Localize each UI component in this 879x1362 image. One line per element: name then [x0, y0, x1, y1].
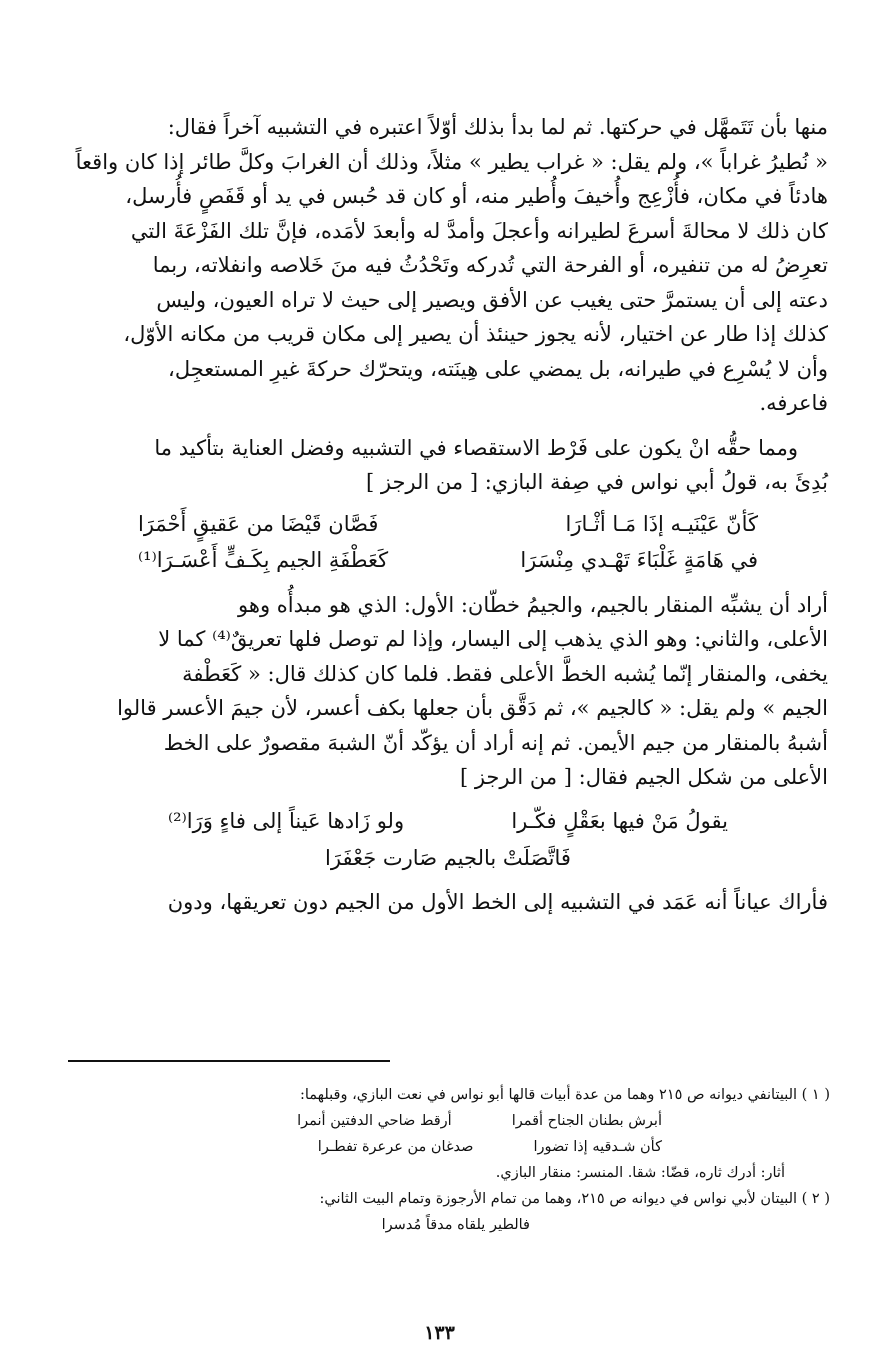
poem-1	[68, 506, 828, 578]
text-line: ومما حقُّه انْ يكون على فَرْط الاستقصاء في التشبيه وفضل العناية بتأكيد ما	[154, 435, 798, 460]
hemistich-first: يقولُ مَنْ فيها بعَقْلٍ فكّـرا	[511, 808, 728, 833]
paragraph-1	[68, 110, 828, 421]
hemistich-second: أرقط ضاحي الدفتين أنمرا	[297, 1113, 452, 1129]
hemistich-second: صدغان من عرعرة تفطـرا	[317, 1139, 474, 1155]
footnote-separator	[68, 1060, 390, 1062]
main-text	[68, 110, 828, 919]
text-line: وأن لا يُسْرِع في طيرانه، بل يمضي على هِينَته، ويتحرّك حركةَ غيرِ المستعجِل،	[168, 356, 828, 381]
hemistich-first: كَأنّ عَيْنَيـه إذَا مَـا أثْـارَا	[565, 511, 758, 536]
footnotes	[68, 1082, 830, 1238]
text-line: فاعرفه.	[759, 391, 828, 415]
text-line: الجيم » ولم يقل: « كالجيم »، ثم دَقَّق بأن جعلها بكف أعسر، لأن جيمَ الأعسر قالوا	[117, 696, 828, 720]
hemistich-first: أبرش بطنان الجناح أقمرا	[511, 1113, 662, 1129]
text-line: فأراك عياناً أنه عَمَد في التشبيه إلى الخط الأول من الجيم دون تعريقها، ودون	[167, 889, 828, 914]
text-line: منها بأن تَتَمهَّل في حركتها. ثم لما بدأ بذلك أوّلاً اعتبره في التشبيه آخراً فقال:	[167, 115, 828, 139]
verse-line	[68, 803, 828, 839]
page-number: ١٣٣	[424, 1322, 455, 1344]
verse-line	[68, 506, 828, 542]
text-line: « نُطيرُ غراباً »، ولم يقل: « غراب يطير » مثلاً، وذلك أن الغرابَ وكلَّ طائر إذا كان واقعاً	[75, 149, 828, 174]
hemistich-second: فَصَّان قَيْضَا من عَقيقٍ أَحْمَرَا	[138, 511, 379, 536]
footnote-gloss: أثار: أدرك ثاره، قضّا: شقا. المنسر: منقار البازي.	[495, 1165, 785, 1181]
footnote-verse-line	[68, 1212, 830, 1238]
text-line: يخفى، والمنقار إنّما يُشبه الخطَّ الأعلى فقط. فلما كان كذلك قال: « كَعَطْفة	[182, 661, 828, 686]
text-line: الأعلى من شكل الجيم فقال: [ من الرجز ]	[459, 765, 828, 789]
text-line: كذلك إذا طار عن اختيار، لأنه يجوز حينئذ أن يصير إلى مكان قريب من مكانه الأوّل،	[123, 322, 828, 346]
text-line: بُدِئَ به، قولُ أبي نواس في صِفة البازي: [ من الرجز ]	[366, 470, 828, 494]
hemistich-first: كأن شـدقيه إذا تضورا	[533, 1139, 662, 1155]
hemistich-second: ولو زَادها عَيناً إلى فاءٍ وَرَا⁽²⁾	[168, 808, 405, 833]
poem-2	[68, 803, 828, 877]
verse-line-centered: فَاتَّصَلَتْ بالجيم صَارت جَعْفَرَا	[325, 845, 571, 870]
footnote-verse-line	[68, 1108, 830, 1134]
paragraph-4	[68, 885, 828, 920]
text-line: هادئاً في مكان، فأُزْعِج وأُخيفَ وأُطير منه، أو كان قد حُبس في يد أو قَفَصٍ فأُرسل،	[125, 184, 828, 208]
text-line: أشبهُ بالمنقار من جيم الأيمن. ثم إنه أراد أن يؤكّد أنّ الشبهَ مقصورٌ على الخط	[163, 730, 828, 755]
text-line: أراد أن يشبِّه المنقار بالجيم، والجيمُ خطّان: الأول: الذي هو مبدأُه وهو	[238, 592, 828, 617]
text-line: الأعلى، والثاني: وهو الذي يذهب إلى اليسار، وإذا لم توصل فلها تعريقٌ⁽⁴⁾ كما لا	[158, 627, 828, 651]
hemistich-second: كَعَطْفَةِ الجيم بِكَـفٍّ أَعْسَـرَا⁽¹⁾	[138, 547, 389, 572]
hemistich: فالطير يلقاه مدقاً مُدسرا	[381, 1217, 530, 1233]
footnote-2: ( ٢ ) البيتان لأبي نواس في ديوانه ص ٢١٥، وهما من تمام الأرجوزة وتمام البيت الثاني:	[319, 1191, 830, 1207]
text-line: تعرِضُ له من تنفيره، أو الفرحة التي تُدركه وتَحْدُثُ فيه منَ خَلاصه وانفلاته، ربما	[152, 253, 828, 277]
text-line: كان ذلك لا محالةَ أسرعَ لطيرانه وأعجلَ وأمدَّ له وأبعدَ لأمَده، فإنَّ تلك الفَزْعَةَ التي	[130, 218, 828, 243]
verse-line	[68, 542, 828, 578]
footnote-1: ( ١ ) البيتانفي ديوانه ص ٢١٥ وهما من عدة أبيات قالها أبو نواس في نعت البازي، وقبلهما:	[299, 1087, 830, 1103]
text-line: دعته إلى أن يستمرَّ حتى يغيب عن الأفق ويصير إلى حيث لا تراه العيون، وليس	[156, 287, 828, 312]
footnote-verse-line	[68, 1134, 830, 1160]
hemistich-first: في هَامَةٍ غَلْبَاءَ تَهْـدي مِنْسَرَا	[520, 547, 758, 572]
paragraph-2	[68, 431, 828, 500]
paragraph-3	[68, 588, 828, 795]
